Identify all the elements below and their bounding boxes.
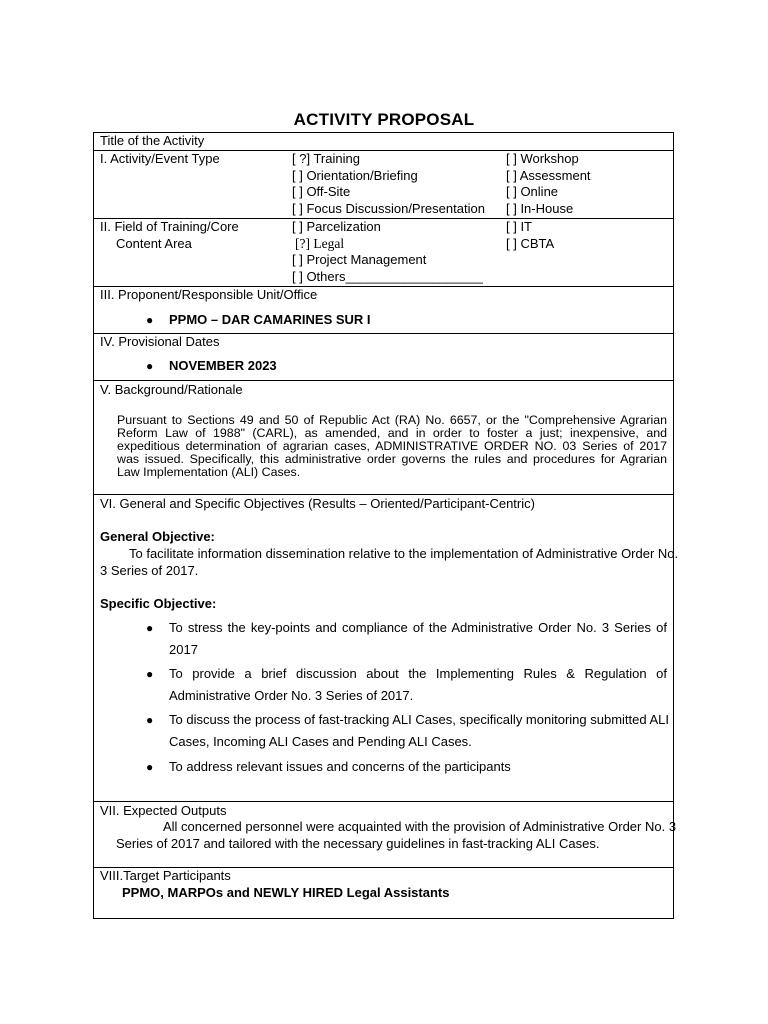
- checkbox-training[interactable]: [ ?] Training: [292, 151, 360, 166]
- specific-objective-4-line1: To address relevant issues and concerns of the participants: [169, 759, 511, 774]
- background-line: was issued. Specifically, this administrative order governs the rules and procedures for Agrarian: [117, 451, 667, 466]
- bullet-icon: ●: [146, 359, 154, 373]
- bullet-icon: ●: [146, 713, 154, 727]
- row-title-of-activity: [94, 133, 673, 150]
- participants-value: PPMO, MARPOs and NEWLY HIRED Legal Assistants: [122, 885, 450, 900]
- checkbox-online[interactable]: [ ] Online: [506, 184, 559, 200]
- dates-label: IV. Provisional Dates: [100, 334, 220, 349]
- participants-label: VIII.Target Participants: [100, 868, 231, 883]
- checkbox-in-house[interactable]: [ ] In-House: [506, 200, 574, 216]
- checkbox-assessment[interactable]: [ ] Assessment: [506, 167, 591, 183]
- row-expected-outputs: [94, 801, 677, 867]
- specific-objective-2-line2: Administrative Order No. 3 Series of 2017.: [169, 688, 414, 703]
- checkbox-focus-discussion[interactable]: [ ] Focus Discussion/Presentation: [292, 200, 485, 216]
- proponent-label: III. Proponent/Responsible Unit/Office: [100, 287, 318, 302]
- background-label: V. Background/Rationale: [100, 382, 243, 397]
- row-field-of-training: [94, 218, 673, 286]
- row-activity-type: [94, 150, 673, 218]
- document-title: ACTIVITY PROPOSAL: [293, 110, 475, 129]
- checkbox-cbta[interactable]: [ ] CBTA: [506, 235, 555, 251]
- row-target-participants: [94, 867, 673, 918]
- general-objective-line2: 3 Series of 2017.: [100, 563, 199, 578]
- row-proponent: [94, 286, 673, 333]
- bullet-icon: ●: [146, 667, 154, 681]
- specific-objective-3-line2: Cases, Incoming ALI Cases and Pending ALI Cases.: [169, 734, 472, 749]
- checkbox-parcelization[interactable]: [ ] Parcelization: [292, 219, 381, 234]
- specific-objective-1-line2: 2017: [169, 642, 198, 657]
- checkbox-off-site[interactable]: [ ] Off-Site: [292, 184, 351, 200]
- checkbox-workshop[interactable]: [ ] Workshop: [506, 151, 579, 166]
- background-line: expeditious determination of agrarian cases, ADMINISTRATIVE ORDER NO. 03 Series of 2017: [117, 438, 667, 453]
- specific-objective-3-line1: To discuss the process of fast-tracking ALI Cases, specifically monitoring submitted ALI: [169, 712, 670, 727]
- activity-type-label: I. Activity/Event Type: [100, 151, 220, 166]
- bullet-icon: ●: [146, 760, 154, 774]
- general-objective-line1: To facilitate information dissemination relative to the implementation of Administrative Order No.: [129, 546, 679, 561]
- checkbox-it[interactable]: [ ] IT: [506, 219, 532, 234]
- field-label-line2: Content Area: [116, 235, 192, 251]
- general-objective-heading: General Objective:: [100, 529, 215, 544]
- proponent-value: PPMO – DAR CAMARINES SUR I: [169, 312, 371, 327]
- row-background: [94, 380, 673, 494]
- title-of-activity-label: Title of the Activity: [100, 133, 205, 148]
- background-line: Reform Law of 1988" (CARL), as amended, and in order to foster a just; inexpensive, and: [117, 425, 667, 440]
- outputs-line1: All concerned personnel were acquainted with the provision of Administrative Order No. 3: [163, 819, 677, 834]
- checkbox-others[interactable]: [ ] Others___________________: [292, 268, 483, 284]
- checkbox-orientation[interactable]: [ ] Orientation/Briefing: [292, 167, 418, 183]
- specific-objective-2-line1: To provide a brief discussion about the Implementing Rules & Regulation of: [169, 666, 667, 681]
- outputs-label: VII. Expected Outputs: [100, 803, 227, 818]
- background-line: Law Implementation (ALI) Cases.: [117, 464, 301, 479]
- background-paragraph: [117, 414, 667, 479]
- field-label-line1: II. Field of Training/Core: [100, 219, 239, 234]
- proposal-table: [93, 132, 679, 919]
- checkbox-project-management[interactable]: [ ] Project Management: [292, 252, 427, 268]
- background-line: Pursuant to Sections 49 and 50 of Republic Act (RA) No. 6657, or the "Comprehensive Agrarian: [117, 413, 667, 427]
- checkbox-legal[interactable]: [?] Legal: [295, 235, 345, 251]
- specific-objective-1-line1: To stress the key-points and compliance of the Administrative Order No. 3 Series of: [169, 620, 667, 635]
- specific-objective-heading: Specific Objective:: [100, 596, 217, 611]
- row-provisional-dates: [94, 333, 673, 380]
- dates-value: NOVEMBER 2023: [169, 358, 277, 373]
- bullet-icon: ●: [146, 313, 154, 327]
- row-objectives: [94, 494, 679, 801]
- objectives-label: VI. General and Specific Objectives (Results – Oriented/Participant-Centric): [100, 496, 535, 511]
- outputs-line2: Series of 2017 and tailored with the necessary guidelines in fast-tracking ALI Cases.: [116, 836, 600, 851]
- bullet-icon: ●: [146, 621, 154, 635]
